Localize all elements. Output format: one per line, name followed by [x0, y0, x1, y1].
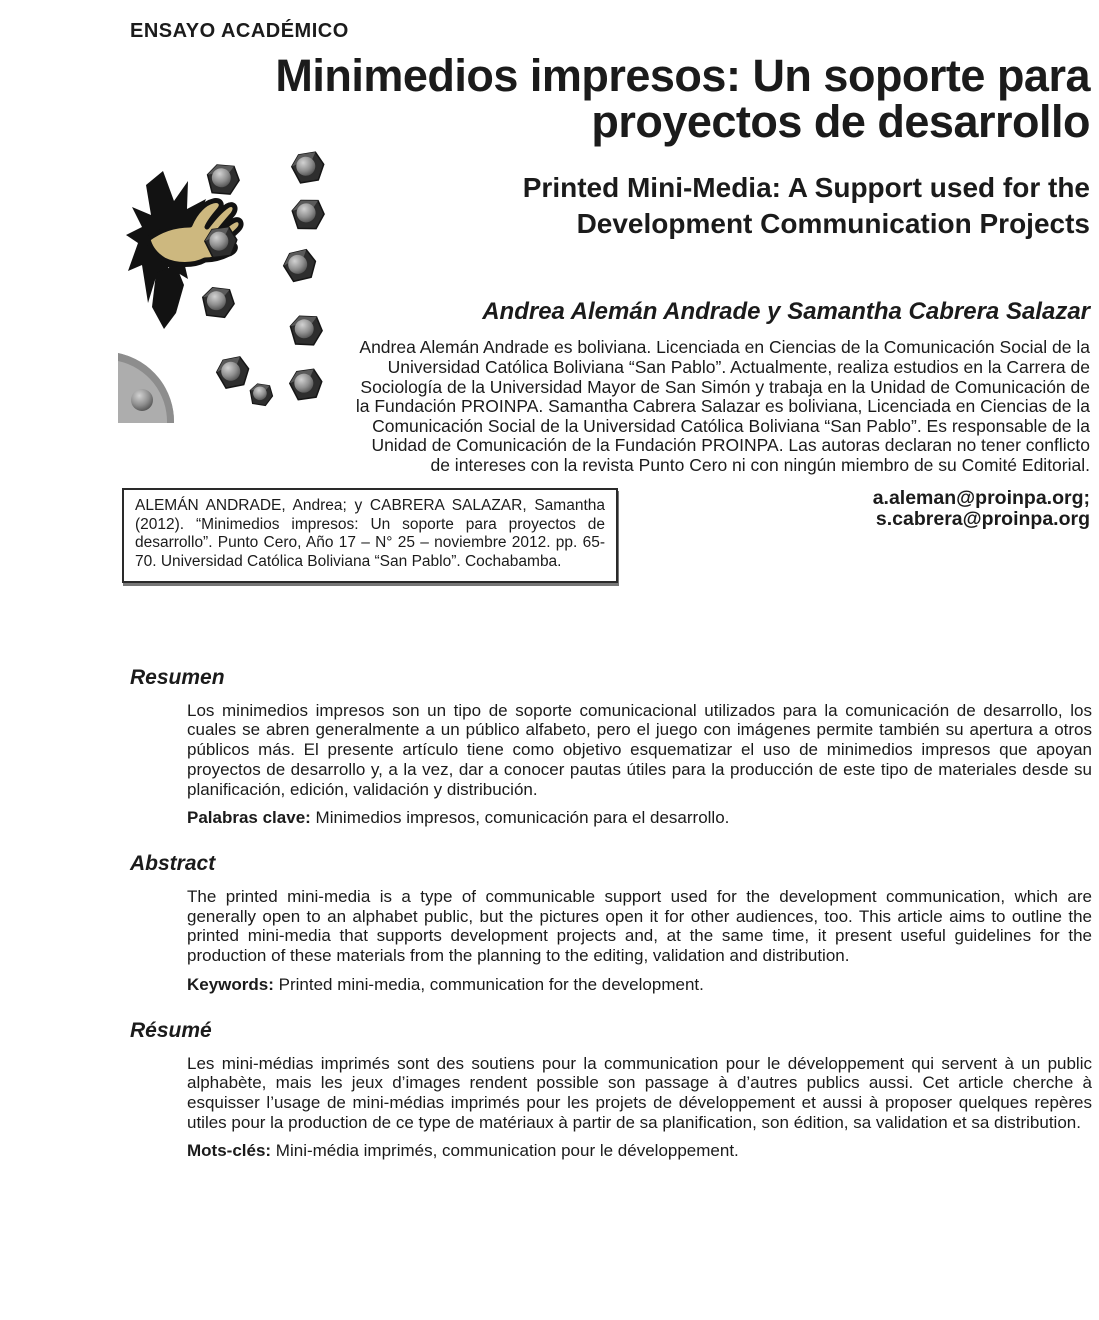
resume-body: Les mini-médias imprimés sont des soutiens pour la communication pour le développement qui servent à un public alphabète, mais les jeux d’images rendent possible son passage à d’autres publics aussi. Cet article cherche à esquisser l’usage de mini-médias imprimés pour les projets de développement et aussi à proposer quelques repères utiles pour la production de ce type de matériaux à partir de sa planification, son édition, sa validation et sa distribution. [187, 1053, 1092, 1132]
resume-heading: Résumé [130, 1018, 212, 1042]
section-kicker: ENSAYO ACADÉMICO [130, 20, 349, 42]
article-title-english: Printed Mini-Media: A Support used for the Development Communication Projects [522, 171, 1090, 240]
resumen-keywords [187, 808, 1092, 828]
email-cabrera: s.cabrera@proinpa.org [875, 507, 1090, 530]
resumen-body: Los minimedios impresos son un tipo de soporte comunicacional utilizados para la comunicación de desarrollo, los cuales se abren generalmente a un público alfabeto, pero el juego con imágenes permite también su apertura a otros públicos más. El presente artículo tiene como objetivo esquematizar el uso de minimedios impresos que apoyan proyectos de desarrollo y, a la vez, dar a conocer pautas útiles para la producción de este tipo de materiales desde su planificación, edición, validación y distribución. [187, 700, 1092, 799]
abstract-keywords-text: Printed mini-media, communication for the development. [273, 974, 704, 994]
abstract-keywords-label: Keywords: [187, 974, 274, 994]
author-names: Andrea Alemán Andrade y Samantha Cabrera Salazar [482, 298, 1090, 326]
abstract-body: The printed mini-media is a type of communicable support used for the development communication, which are generally open to an alphabet public, but the pictures open it for other audiences, too. This article aims to outline the printed mini-media that supports development projects and, at the same time, it present useful guidelines for the production of these materials from the planning to the editing, validation and distribution. [187, 886, 1092, 966]
hand-bolts-illustration [118, 143, 348, 423]
article-title-spanish: Minimedios impresos: Un soporte para proyectos de desarrollo [275, 50, 1090, 148]
hand-bolts-illustration-svg [118, 143, 348, 423]
abstract-heading: Abstract [130, 851, 216, 875]
resume-keywords-label: Mots-clés: [187, 1141, 272, 1161]
resume-keywords-text: Mini-média imprimés, communication pour le développement. [271, 1141, 739, 1161]
abstract-keywords [187, 975, 1092, 995]
abstract-sections [0, 666, 1099, 1162]
resumen-heading: Resumen [130, 665, 225, 689]
resume-keywords [187, 1141, 1092, 1161]
resumen-keywords-text: Minimedios impresos, comunicación para el desarrollo. [310, 808, 730, 828]
author-bio: Andrea Alemán Andrade es boliviana. Licenciada en Ciencias de la Comunicación Social de la Universidad Católica Boliviana “San Pablo”. Actualmente, realiza estudios en la Carrera de Sociología de la Universidad Mayor de San Simón y trabaja en la Unidad de Comunicación de la Fundación PROINPA. Samantha Cabrera Salazar es boliviana, Licenciada en Ciencias de la Comunicación Social de la Universidad Católica Boliviana “San Pablo”. Es responsable de la Unidad de Comunicación de la Fundación PROINPA. Las autoras declaran no tener conflicto de intereses con la revista Punto Cero ni con ningún miembro de su Comité Editorial. [355, 337, 1090, 476]
section-resumen [0, 666, 1099, 828]
citation-box: ALEMÁN ANDRADE, Andrea; y CABRERA SALAZAR, Samantha (2012). “Minimedios impresos: Un soporte para proyectos de desarrollo”. Punto Cero, Año 17 – N° 25 – noviembre 2012. pp. 65-70. Universidad Católica Boliviana “San Pablo”. Cochabamba. [122, 488, 618, 584]
email-aleman: a.aleman@proinpa.org; [872, 486, 1090, 509]
section-abstract [0, 852, 1099, 995]
author-emails [873, 488, 1090, 530]
citation-row [0, 486, 1099, 590]
resumen-keywords-label: Palabras clave: [187, 808, 311, 828]
section-resume [0, 1019, 1099, 1162]
